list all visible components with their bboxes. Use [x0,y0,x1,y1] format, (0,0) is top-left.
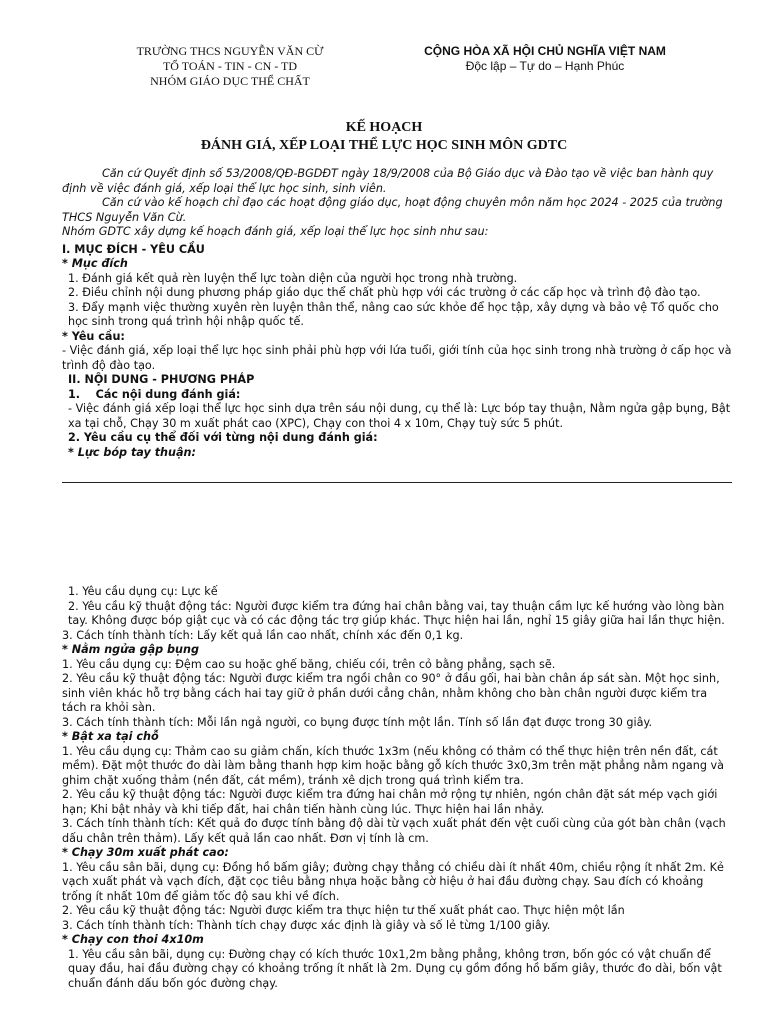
group-name: NHÓM GIÁO DỤC THỂ CHẤT [150,74,310,88]
sub1-number: 1. [68,387,81,401]
grip-item-1: 1. Yêu cầu dụng cụ: Lực kế [68,585,218,598]
intro-paragraph-1: Căn cứ Quyết định số 53/2008/QĐ-BGDĐT ngày 18/9/2008 của Bộ Giáo dục và Đào tạo về việc ban hành quy định về việc đánh giá, xếp loại thể lực học sinh, sinh viên. [62,167,714,195]
situp-item-3: 3. Cách tính thành tích: Mỗi lần ngả người, co bụng được tính một lần. Tính số lần đạt được trong 30 giây. [62,715,653,729]
grip-item-2: 2. Yêu cầu kỹ thuật động tác: Người được kiểm tra đứng hai chân bằng vai, tay thuận cầm lực kế hướng vào lòng bàn tay. Không được bóp giật cục và có các động tác trợ giúp khác. Thực hiện hai lần, nghỉ 15 giây giữa hai lần thực hiện. [68,599,725,627]
intro-paragraph-3: Nhóm GDTC xây dựng kế hoạch đánh giá, xếp loại thể lực học sinh như sau: [62,225,489,238]
section1-heading: I. MỤC ĐÍCH - YÊU CẦU [62,242,205,256]
situp-heading: * Nằm ngửa gập bụng [62,643,199,656]
department-name: TỔ TOÁN - TIN - CN - TD [162,59,298,73]
grip-heading: * Lực bóp tay thuận: [68,445,196,459]
doc-title-line2: ĐÁNH GIÁ, XẾP LOẠI THỂ LỰC HỌC SINH MÔN GDTC [200,138,568,153]
jump-heading: * Bật xa tại chỗ [62,730,159,743]
doc-title-line1: KẾ HOẠCH [345,120,423,135]
jump-item-3: 3. Cách tính thành tích: Kết quả đo được tính bằng độ dài từ vạch xuất phát đến vệt cuối cùng của gót bàn chân (vạch dấu chân trên thảm). Lấy kết quả lần cao nhất. Đơn vị tính là cm. [62,817,726,845]
requirement-heading: * Yêu cầu: [62,329,125,343]
jump-item-1: 1. Yêu cầu dụng cụ: Thảm cao su giảm chấn, kích thước 1x3m (nếu không có thảm có thể thực hiện trên nền đất, cát mềm). Đặt một thước đo dài làm bằng thanh hợp kim hoặc bằng gỗ kích thước 3x0,3m trên mặt phẳng nằm ngang và ghim chặt xuống thảm (nền đất, cát mềm), tránh xê dịch trong quá trình kiểm tra. [62,744,725,787]
shuttle-item-1: 1. Yêu cầu sân bãi, dụng cụ: Đường chạy có kích thước 10x1,2m bằng phẳng, không trơn, bốn góc có vật chuẩn để quay đầu, hai đầu đường chạy có khoảng trống ít nhất là 2m. Dụng cụ gồm đồng hồ bấm giây, thước đo dài, bốn vật chuẩn đánh dấu bốn góc đường chạy. [68,947,722,990]
situp-item-1: 1. Yêu cầu dụng cụ: Đệm cao su hoặc ghế băng, chiếu cói, trên cỏ bằng phẳng, sạch sẽ. [62,657,556,671]
purpose-heading: * Mục đích [62,257,128,270]
lower-body [62,585,732,991]
sprint-item-1: 1. Yêu cầu sân bãi, dụng cụ: Đồng hồ bấm giây; đường chạy thẳng có chiều dài ít nhất 40m, chiều rộng ít nhất 2m. Kẻ vạch xuất phát và vạch đích, đặt cọc tiêu bằng nhựa hoặc bằng cờ hiệu ở hai đầu đường chạy. Sau đích có khoảng trống ít nhất 10m để giảm tốc độ sau khi về đích. [62,860,724,903]
sub1-heading [62,388,732,403]
nation-name: CỘNG HÒA XÃ HỘI CHỦ NGHĨA VIỆT NAM [424,44,666,58]
section-divider [62,482,732,483]
section2-heading: II. NỘI DUNG - PHƯƠNG PHÁP [68,373,255,386]
upper-body [62,167,732,460]
purpose-item-2: 2. Điều chỉnh nội dung phương pháp giáo dục thể chất phù hợp với các trường ở các cấp học và trình độ đào tạo. [68,286,701,299]
sub2-heading: 2. Yêu cầu cụ thể đối với từng nội dung đánh giá: [68,431,378,444]
sub1-title: Các nội dung đánh giá: [95,387,241,401]
sprint-heading: * Chạy 30m xuất phát cao: [62,846,229,859]
school-header [70,44,390,89]
sprint-item-2: 2. Yêu cầu kỹ thuật động tác: Người được kiểm tra thực hiện tư thế xuất phát cao. Thực hiện một lần [62,904,625,917]
sprint-item-3: 3. Cách tính thành tích: Thành tích chạy được xác định là giây và số lẻ từng 1/100 giây. [62,918,551,932]
purpose-item-3: 3. Đẩy mạnh việc thường xuyên rèn luyện thân thể, nâng cao sức khỏe để học tập, xây dựng và bảo vệ Tổ quốc cho học sinh trong quá trình hội nhập quốc tế. [68,300,719,328]
purpose-item-1: 1. Đánh giá kết quả rèn luyện thể lực toàn diện của người học trong nhà trường. [68,271,518,285]
jump-item-2: 2. Yêu cầu kỹ thuật động tác: Người được kiểm tra đứng hai chân mở rộng tự nhiên, ngón chân đặt sát mép vạch giới hạn; Khi bật nhảy và khi tiếp đất, hai chân tiến hành cùng lúc. Thực hiện hai lần nhảy. [62,788,718,816]
situp-item-2: 2. Yêu cầu kỹ thuật động tác: Người được kiểm tra ngồi chân co 90° ở đầu gối, hai bàn chân áp sát sàn. Một học sinh, sinh viên khác hỗ trợ bằng cách hai tay giữ ở phần dưới cẳng chân, nhằm không cho bàn chân người được kiểm tra tách ra khỏi sàn. [62,672,720,714]
requirement-text: - Việc đánh giá, xếp loại thể lực học sinh phải phù hợp với lứa tuổi, giới tính của học sinh trong nhà trường ở cấp học và trình độ đào tạo. [62,344,732,372]
national-header [380,44,710,74]
national-motto: Độc lập – Tự do – Hạnh Phúc [465,59,625,73]
school-name: TRƯỜNG THCS NGUYỄN VĂN CỪ [136,44,324,58]
sub1-text: - Việc đánh giá xếp loại thể lực học sinh dựa trên sáu nội dung, cụ thể là: Lực bóp tay thuận, Nằm ngửa gập bụng, Bật xa tại chỗ, Chạy 30 m xuất phát cao (XPC), Chạy con thoi 4 x 10m, Chạy tuỳ sức 5 phút. [68,402,731,430]
grip-item-3: 3. Cách tính thành tích: Lấy kết quả lần cao nhất, chính xác đến 0,1 kg. [62,628,464,642]
intro-paragraph-2: Căn cứ vào kế hoạch chỉ đạo các hoạt động giáo dục, hoạt động chuyên môn năm học 2024 - 2025 của trường THCS Nguyễn Văn Cừ. [62,196,723,224]
shuttle-heading: * Chạy con thoi 4x10m [62,933,204,946]
